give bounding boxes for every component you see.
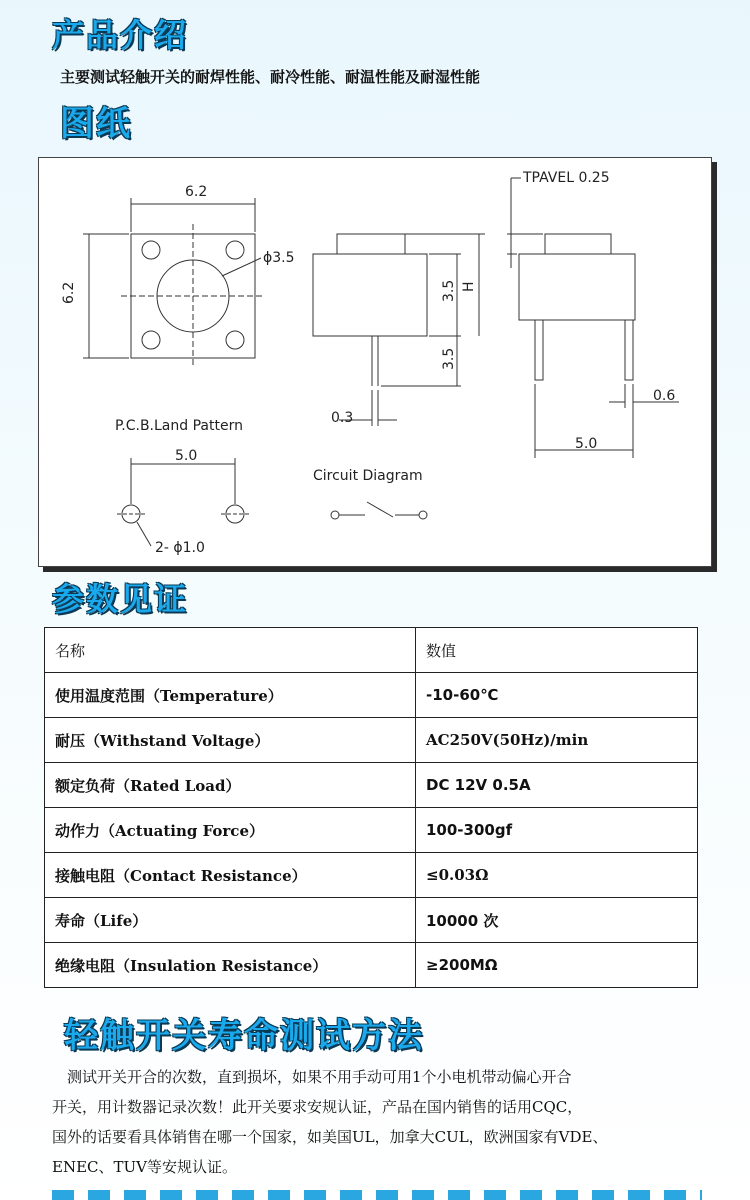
dim-spacing-right: 5.0	[575, 436, 598, 452]
dim-side-lower: 3.5	[441, 347, 457, 370]
row-value: DC 12V 0.5A	[416, 763, 698, 808]
technical-drawing	[38, 157, 712, 567]
dim-pin: 0.3	[331, 410, 354, 426]
table-row	[45, 808, 698, 853]
row-name: 绝缘电阻（Insulation Resistance）	[45, 943, 416, 988]
row-value: 100-300gf	[416, 808, 698, 853]
parameters-table	[44, 627, 698, 988]
table-row	[45, 763, 698, 808]
method-line: 开关，用计数器记录次数！此开关要求安规认证，产品在国内销售的话用CQC，	[52, 1098, 583, 1116]
table-header-row	[45, 628, 698, 673]
row-name: 额定负荷（Rated Load）	[45, 763, 416, 808]
dim-width: 6.2	[185, 184, 208, 200]
row-name: 动作力（Actuating Force）	[45, 808, 416, 853]
pcb-holes: 2- ϕ1.0	[155, 540, 205, 556]
row-value: ≤0.03Ω	[416, 853, 698, 898]
method-heading: 轻触开关寿命测试方法	[64, 1016, 424, 1056]
params-heading: 参数见证	[52, 580, 189, 618]
row-name: 寿命（Life）	[45, 898, 416, 943]
dim-height: 6.2	[61, 281, 77, 304]
dim-phi: ϕ3.5	[263, 250, 295, 266]
dim-pin-right: 0.6	[653, 388, 676, 404]
method-line: ENEC、TUV等安规认证。	[52, 1158, 237, 1176]
front-view-body	[519, 254, 635, 320]
table-row	[45, 853, 698, 898]
method-line: 测试开关开合的次数，直到损坏，如果不用手动可用1个小电机带动偏心开合	[52, 1068, 572, 1086]
row-name: 耐压（Withstand Voltage）	[45, 718, 416, 763]
table-row	[45, 943, 698, 988]
intro-text: 主要测试轻触开关的耐焊性能、耐冷性能、耐温性能及耐湿性能	[60, 68, 481, 86]
row-value: ≥200MΩ	[416, 943, 698, 988]
method-line: 国外的话要看具体销售在哪一个国家，如美国UL，加拿大CUL，欧洲国家有VDE、	[52, 1128, 608, 1146]
row-name: 使用温度范围（Temperature）	[45, 673, 416, 718]
circuit-label: Circuit Diagram	[313, 468, 423, 484]
pcb-label: P.C.B.Land Pattern	[115, 418, 243, 434]
dim-side-upper: 3.5	[441, 279, 457, 302]
header-name: 名称	[45, 628, 416, 673]
travel-label: TPAVEL 0.25	[523, 170, 610, 186]
intro-heading: 产品介绍	[52, 16, 189, 54]
side-view-body	[313, 254, 427, 336]
row-value: AC250V(50Hz)/min	[416, 718, 698, 763]
row-value: 10000 次	[416, 898, 698, 943]
row-value: -10-60℃	[416, 673, 698, 718]
table-row	[45, 673, 698, 718]
dashed-divider	[52, 1190, 702, 1200]
row-name: 接触电阻（Contact Resistance）	[45, 853, 416, 898]
header-value: 数值	[416, 628, 698, 673]
table-row	[45, 898, 698, 943]
method-paragraph	[52, 1062, 702, 1182]
dim-side-h: H	[461, 281, 477, 292]
table-row	[45, 718, 698, 763]
pcb-spacing: 5.0	[175, 448, 198, 464]
drawing-svg	[39, 158, 711, 566]
drawing-heading: 图纸	[60, 104, 132, 144]
